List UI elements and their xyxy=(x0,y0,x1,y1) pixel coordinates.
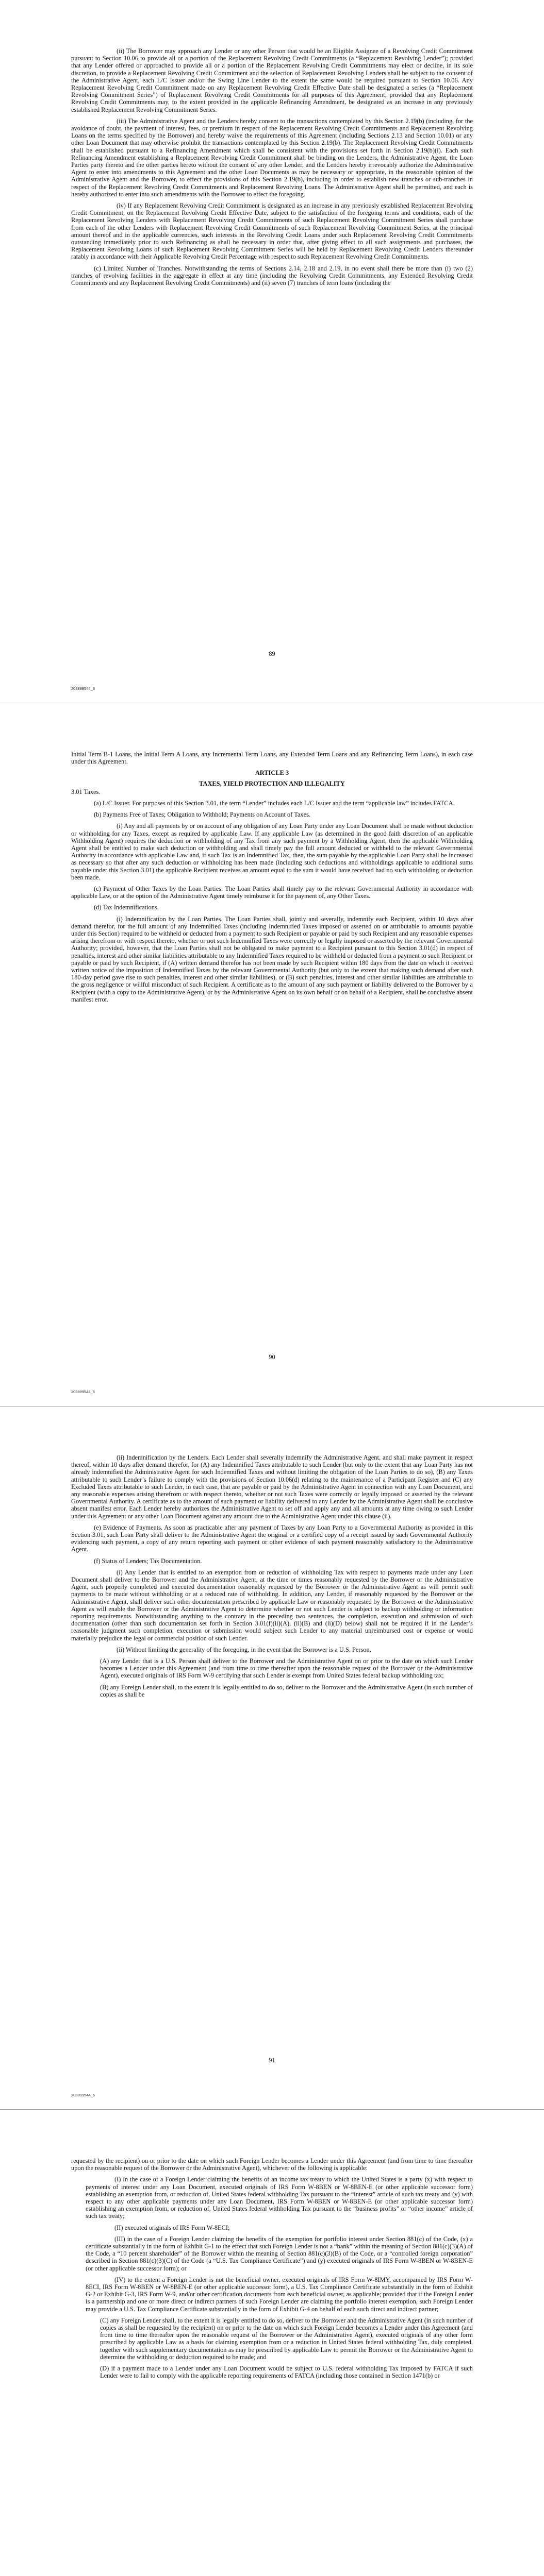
paragraph: (C) any Foreign Lender shall, to the extent it is legally entitled to do so, deliver to the Borrower and the Administrative Agent (in such number of copies as shall be requested by the recipient) on or prior to the date on which such Foreign Lender becomes a Lender under this Agreement (and from time to time thereafter upon the reasonable request of the Borrower or the Administrative Agent), executed originals of any other form prescribed by applicable Law as a basis for claiming exemption from or a reduction in United States federal withholding Tax, duly completed, together with such supplementary documentation as may be prescribed by applicable Law to permit the Borrower or the Administrative Agent to determine the withholding or deduction required to be made; and xyxy=(100,2316,473,2361)
page-number: 89 xyxy=(269,650,275,657)
paragraph: (ii) The Borrower may approach any Lender or any other Person that would be an Eligible Assignee of a Revolving Credit Commitment pursuant to Section 10.06 to provide all or a portion of the Replacement Revolving Credit Commitments (a “Replacement Revolving Lender”); provided that any Lender offered or approached to provide all or a portion of the Replacement Revolving Credit Commitments may elect or decline, in its sole discretion, to provide a Replacement Revolving Credit Commitment and the selection of Replacement Revolving Lenders shall be subject to the consent of the Administrative Agent, each L/C Issuer and/or the Swing Line Lender to the extent the same would be required pursuant to Section 10.06. Any Replacement Revolving Credit Commitment made on any Replacement Revolving Credit Effective Date shall be designated a series (a “Replacement Revolving Commitment Series”) of Replacement Revolving Credit Commitments for all purposes of this Agreement; provided that any Replacement Revolving Credit Commitments may, to the extent provided in the applicable Refinancing Amendment, be designated as an increase in any previously established Replacement Revolving Commitment Series. xyxy=(71,47,473,113)
page-89 xyxy=(0,0,544,703)
paragraph: (a) L/C Issuer. For purposes of this Section 3.01, the term “Lender” includes each L/C Issuer and the term “applicable law” includes FATCA. xyxy=(94,800,455,807)
paragraph: (d) Tax Indemnifications. xyxy=(94,904,159,911)
paragraph: (c) Limited Number of Tranches. Notwithstanding the terms of Sections 2.14, 2.18 and 2.19, in no event shall there be more than (i) two (2) tranches of revolving facilities in the aggregate in effect at any time (including the Revolving Credit Commitments, any Extended Revolving Credit Commitments and any Replacement Revolving Credit Commitments) and (ii) seven (7) tranches of term loans (including the xyxy=(71,264,473,287)
page-91 xyxy=(0,1406,544,2110)
paragraph: (II) executed originals of IRS Form W-8ECI; xyxy=(114,2224,230,2231)
paragraph: (c) Payment of Other Taxes by the Loan Parties. The Loan Parties shall timely pay to the relevant Governmental Authority in accordance with applicable Law, or at the option of the Administrative Agent timely reimburse it for the payment of, any Other Taxes. xyxy=(71,885,473,900)
paragraph: (b) Payments Free of Taxes; Obligation to Withhold; Payments on Account of Taxes. xyxy=(94,811,311,819)
paragraph: (ii) Indemnification by the Lenders. Each Lender shall severally indemnify the Administrative Agent, and shall make payment in respect thereof, within 10 days after demand therefor, for (A) any Indemnified Taxes attributable to such Lender (but only to the extent that any Loan Party has not already indemnified the Administrative Agent for such Indemnified Taxes and without limiting the obligation of the Loan Parties to do so), (B) any Taxes attributable to such Lender’s failure to comply with the provisions of Section 10.06(d) relating to the maintenance of a Participant Register and (C) any Excluded Taxes attributable to such Lender, in each case, that are payable or paid by the Administrative Agent in connection with any Loan Document, and any reasonable expenses arising therefrom or with respect thereto, whether or not such Taxes were correctly or legally imposed or asserted by the relevant Governmental Authority. A certificate as to the amount of such payment or liability delivered to any Lender by the Administrative Agent shall be conclusive absent manifest error. Each Lender hereby authorizes the Administrative Agent to set off and apply any and all amounts at any time owing to such Lender under this Agreement or any other Loan Document against any amount due to the Administrative Agent under this clause (ii). xyxy=(71,1454,473,1520)
paragraph: (IV) to the extent a Foreign Lender is not the beneficial owner, executed originals of IRS Form W-8IMY, accompanied by IRS Form W-8ECI, IRS Form W-8BEN or W-8BEN-E (or other applicable successor form), a U.S. Tax Compliance Certificate substantially in the form of Exhibit G-2 or Exhibit G-3, IRS Form W-9, and/or other certification documents from each beneficial owner, as applicable; provided that if the Foreign Lender is a partnership and one or more direct or indirect partners of such Foreign Lender are claiming the portfolio interest exemption, such Foreign Lender may provide a U.S. Tax Compliance Certificate substantially in the form of Exhibit G-4 on behalf of each such direct and indirect partner; xyxy=(86,2276,473,2313)
document-id: 208899544_6 xyxy=(71,1389,95,1394)
paragraph: (D) if a payment made to a Lender under any Loan Document would be subject to U.S. federal withholding Tax imposed by FATCA if such Lender were to fail to comply with the applicable reporting requirements of FATCA (including those contained in Section 1471(b) or xyxy=(100,2365,473,2380)
article-title: TAXES, YIELD PROTECTION AND ILLEGALITY xyxy=(199,779,345,787)
document-id: 208899544_6 xyxy=(71,2093,95,2097)
paragraph: (iii) The Administrative Agent and the Lenders hereby consent to the transactions contemplated by this Section 2.19(b) (including, for the avoidance of doubt, the payment of interest, fees, or premium in respect of the Replacement Revolving Credit Commitments and Replacement Revolving Loans on the terms specified by the Borrower) and hereby waive the requirements of this Agreement (including Sections 2.13 and Section 10.01) or any other Loan Document that may otherwise prohibit the transactions contemplated by this Section 2.19(b). The Replacement Revolving Credit Commitments shall be established pursuant to a Refinancing Amendment which shall be consistent with the provisions set forth in Section 2.19(b)(i). Each such Refinancing Amendment establishing a Replacement Revolving Credit Commitment shall be binding on the Lenders, the Administrative Agent, the Loan Parties party thereto and the other parties hereto without the consent of any other Lender, and the Lenders hereby irrevocably authorize the Administrative Agent to enter into amendments to this Agreement and the other Loan Documents as may be necessary or appropriate, in the reasonable opinion of the Administrative Agent and the Borrower, to effect the provisions of this Section 2.19(b), including in order to establish new tranches or sub-tranches in respect of the Replacement Revolving Credit Commitments and Replacement Revolving Loans. The Administrative Agent shall be permitted, and each is hereby authorized to enter into such amendments with the Borrower to effect the foregoing. xyxy=(71,117,473,198)
paragraph: (III) in the case of a Foreign Lender claiming the benefits of the exemption for portfolio interest under Section 881(c) of the Code, (x) a certificate substantially in the form of Exhibit G-1 to the effect that such Foreign Lender is not a “bank” within the meaning of Section 881(c)(3)(A) of the Code, a “10 percent shareholder” of the Borrower within the meaning of Section 881(c)(3)(B) of the Code, or a “controlled foreign corporation” described in Section 881(c)(3)(C) of the Code (a “U.S. Tax Compliance Certificate”) and (y) executed originals of IRS Form W-8BEN or W-8BEN-E (or other applicable successor form); or xyxy=(86,2235,473,2272)
paragraph: Initial Term B-1 Loans, the Initial Term A Loans, any Incremental Term Loans, any Extended Term Loans and any Refinancing Term Loans), in each case under this Agreement. xyxy=(71,751,473,766)
paragraph: (B) any Foreign Lender shall, to the extent it is legally entitled to do so, deliver to the Borrower and the Administrative Agent (in such number of copies as shall be xyxy=(100,1683,473,1698)
section-title: 3.01 Taxes. xyxy=(71,788,101,795)
paragraph: (i) Indemnification by the Loan Parties. The Loan Parties shall, jointly and severally, indemnify each Recipient, within 10 days after demand therefor, for the full amount of any Indemnified Taxes (including Indemnified Taxes imposed or asserted on or attributable to amounts payable under this Section) required to be withheld or deducted from a payment to such Recipient or payable or paid by such Recipient and any reasonable expenses arising therefrom or with respect thereto, whether or not such Indemnified Taxes were correctly or legally imposed or asserted by the relevant Governmental Authority; provided, however, that the Loan Parties shall not be obligated to make payment to a Recipient pursuant to this Section 3.01(d) in respect of penalties, interest and other similar liabilities attributable to any Indemnified Taxes required to be withheld or deducted from a payment to such Recipient or payable or paid by such Recipient, if (A) written demand therefor has not been made by such Recipient within 180 days from the date on which it received written notice of the imposition of Indemnified Taxes by the relevant Governmental Authority (but only to the extent that making such demand after such 180-day period gave rise to such penalties, interest and other similar liabilities), or (B) such penalties, interest and other similar liabilities are attributable to the gross negligence or willful misconduct of such Recipient. A certificate as to the amount of any such payment or liability delivered to the Borrower by a Recipient (with a copy to the Administrative Agent), or by the Administrative Agent on its own behalf or on behalf of a Recipient, shall be conclusive absent manifest error. xyxy=(71,915,473,1003)
paragraph: (e) Evidence of Payments. As soon as practicable after any payment of Taxes by any Loan Party to a Governmental Authority as provided in this Section 3.01, such Loan Party shall deliver to the Administrative Agent the original or a certified copy of a receipt issued by such Governmental Authority evidencing such payment, a copy of any return reporting such payment or other evidence of such payment reasonably satisfactory to the Administrative Agent. xyxy=(71,1523,473,1553)
page-number: 90 xyxy=(269,1353,275,1361)
paragraph: (I) in the case of a Foreign Lender claiming the benefits of an income tax treaty to which the United States is a party (x) with respect to payments of interest under any Loan Document, executed originals of IRS Form W-8BEN or W-8BEN-E (or other applicable successor form) establishing an exemption from, or reduction of, United States federal withholding Tax pursuant to the “interest” article of such tax treaty and (y) with respect to any other applicable payments under any Loan Document, IRS Form W-8BEN or W-8BEN-E (or other applicable successor form) establishing an exemption from, or reduction of, United States federal withholding Tax pursuant to the “business profits” or “other income” article of such tax treaty; xyxy=(86,2176,473,2220)
paragraph: (i) Any and all payments by or on account of any obligation of any Loan Party under any Loan Document shall be made without deduction or withholding for any Taxes, except as required by applicable Law. If any applicable Law (as determined in the good faith discretion of an applicable Withholding Agent) requires the deduction or withholding of any Tax from any such payment by a Withholding Agent, then the applicable Withholding Agent shall be entitled to make such deduction or withholding and shall timely pay the full amount deducted or withheld to the relevant Governmental Authority in accordance with applicable Law and, if such Tax is an Indemnified Tax, then, the sum payable by the applicable Loan Party shall be increased as necessary so that after any such deduction or withholding has been made (including such deductions and withholdings applicable to additional sums payable under this Section 3.01) the applicable Recipient receives an amount equal to the sum it would have received had no such withholding or deduction been made. xyxy=(71,822,473,881)
paragraph: (iv) If any Replacement Revolving Credit Commitment is designated as an increase in any previously established Replacement Revolving Credit Commitment, on the Replacement Revolving Credit Effective Date, subject to the satisfaction of the foregoing terms and conditions, each of the Replacement Revolving Lenders with Replacement Revolving Credit Commitments of such Replacement Revolving Commitment Series shall purchase from each of the other Lenders with Replacement Revolving Credit Commitments of such Replacement Revolving Commitment Series, at the principal amount thereof and in the applicable currencies, such interests in the Revolving Credit Loans under such Replacement Revolving Credit Commitments outstanding immediately prior to such Refinancing as shall be necessary in order that, after giving effect to all such assignments and purchases, the Replacement Revolving Loans of such Replacement Revolving Commitment Series will be held by Replacement Revolving Credit Lenders thereunder ratably in accordance with their Applicable Revolving Credit Percentage with respect to such Replacement Revolving Credit Commitments. xyxy=(71,202,473,261)
paragraph: (f) Status of Lenders; Tax Documentation. xyxy=(94,1557,202,1565)
document-id: 208899544_6 xyxy=(71,686,95,691)
article-heading: ARTICLE 3 xyxy=(255,769,289,777)
paragraph: requested by the recipient) on or prior to the date on which such Foreign Lender becomes a Lender under this Agreement (and from time to time thereafter upon the reasonable request of the Borrower or the Administrative Agent), whichever of the following is applicable: xyxy=(71,2157,473,2172)
paragraph: (A) any Lender that is a U.S. Person shall deliver to the Borrower and the Administrative Agent on or prior to the date on which such Lender becomes a Lender under this Agreement (and from time to time thereafter upon the reasonable request of the Borrower or the Administrative Agent), executed originals of IRS Form W-9 certifying that such Lender is exempt from United States federal backup withholding tax; xyxy=(100,1657,473,1680)
page-92 xyxy=(0,2110,544,2576)
page-number: 91 xyxy=(269,2057,275,2064)
paragraph: (ii) Without limiting the generality of the foregoing, in the event that the Borrower is a U.S. Person, xyxy=(117,1646,371,1653)
page-90 xyxy=(0,703,544,1406)
paragraph: (i) Any Lender that is entitled to an exemption from or reduction of withholding Tax with respect to payments made under any Loan Document shall deliver to the Borrower and the Administrative Agent, at the time or times reasonably requested by the Borrower or the Administrative Agent, such properly completed and executed documentation reasonably requested by the Borrower or the Administrative Agent as will permit such payments to be made without withholding or at a reduced rate of withholding. In addition, any Lender, if reasonably requested by the Borrower or the Administrative Agent, shall deliver such other documentation prescribed by applicable Law or reasonably requested by the Borrower or the Administrative Agent as will enable the Borrower or the Administrative Agent to determine whether or not such Lender is subject to backup withholding or information reporting requirements. Notwithstanding anything to the contrary in the preceding two sentences, the completion, execution and submission of such documentation (other than such documentation set forth in Section 3.01(f)(ii)(A), (ii)(B) and (ii)(D) below) shall not be required if in the Lender’s reasonable judgment such completion, execution or submission would subject such Lender to any material unreimbursed cost or expense or would materially prejudice the legal or commercial position of such Lender. xyxy=(71,1568,473,1642)
